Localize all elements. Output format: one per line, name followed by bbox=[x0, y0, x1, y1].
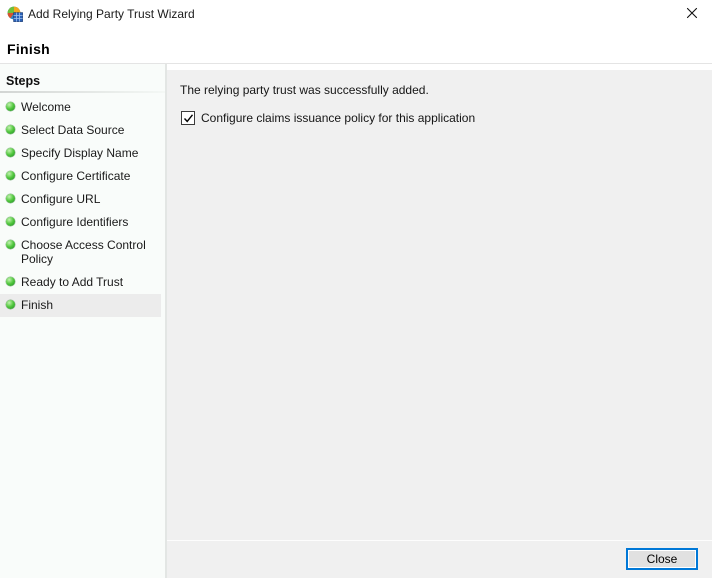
adfs-wizard-icon bbox=[7, 6, 23, 22]
sidebar-step-welcome[interactable] bbox=[0, 96, 161, 119]
sidebar-step-specify-display-name[interactable] bbox=[0, 142, 161, 165]
footer-divider bbox=[167, 540, 712, 541]
sidebar-step-configure-identifiers[interactable] bbox=[0, 211, 161, 234]
window-titlebar bbox=[0, 0, 712, 30]
steps-sidebar bbox=[0, 64, 165, 578]
wizard-content-panel bbox=[167, 70, 712, 578]
steps-list bbox=[0, 96, 165, 317]
step-complete-icon bbox=[6, 277, 15, 286]
step-complete-icon bbox=[6, 300, 15, 309]
step-complete-icon bbox=[6, 194, 15, 203]
step-label: Specify Display Name bbox=[21, 146, 139, 160]
close-icon bbox=[686, 7, 698, 22]
configure-claims-checkbox-row[interactable] bbox=[181, 111, 475, 126]
sidebar-step-select-data-source[interactable] bbox=[0, 119, 161, 142]
step-complete-icon bbox=[6, 102, 15, 111]
step-complete-icon bbox=[6, 171, 15, 180]
step-label: Ready to Add Trust bbox=[21, 275, 124, 289]
step-complete-icon bbox=[6, 217, 15, 226]
steps-header: Steps bbox=[6, 74, 41, 88]
step-complete-icon bbox=[6, 240, 15, 249]
sidebar-step-configure-certificate[interactable] bbox=[0, 165, 161, 188]
window-title: Add Relying Party Trust Wizard bbox=[28, 7, 195, 21]
steps-header-divider bbox=[0, 91, 165, 93]
step-label: Choose Access Control Policy bbox=[21, 238, 146, 266]
close-window-button[interactable] bbox=[678, 4, 706, 24]
step-label: Finish bbox=[21, 298, 54, 312]
step-complete-icon bbox=[6, 125, 15, 134]
step-label: Welcome bbox=[21, 100, 71, 114]
sidebar-step-configure-url[interactable] bbox=[0, 188, 161, 211]
step-complete-icon bbox=[6, 148, 15, 157]
configure-claims-checkbox[interactable] bbox=[181, 111, 195, 125]
sidebar-step-finish[interactable] bbox=[0, 294, 161, 317]
checkmark-icon bbox=[183, 113, 194, 124]
step-label: Select Data Source bbox=[21, 123, 125, 137]
sidebar-step-choose-access-control-policy[interactable] bbox=[0, 234, 161, 271]
close-button[interactable]: Close bbox=[626, 548, 698, 570]
sidebar-step-ready-to-add-trust[interactable] bbox=[0, 271, 161, 294]
step-label: Configure URL bbox=[21, 192, 101, 206]
success-message: The relying party trust was successfully added. bbox=[180, 83, 429, 97]
configure-claims-checkbox-label[interactable]: Configure claims issuance policy for this application bbox=[201, 111, 476, 125]
page-title: Finish bbox=[7, 41, 51, 57]
step-label: Configure Certificate bbox=[21, 169, 131, 183]
step-label: Configure Identifiers bbox=[21, 215, 129, 229]
